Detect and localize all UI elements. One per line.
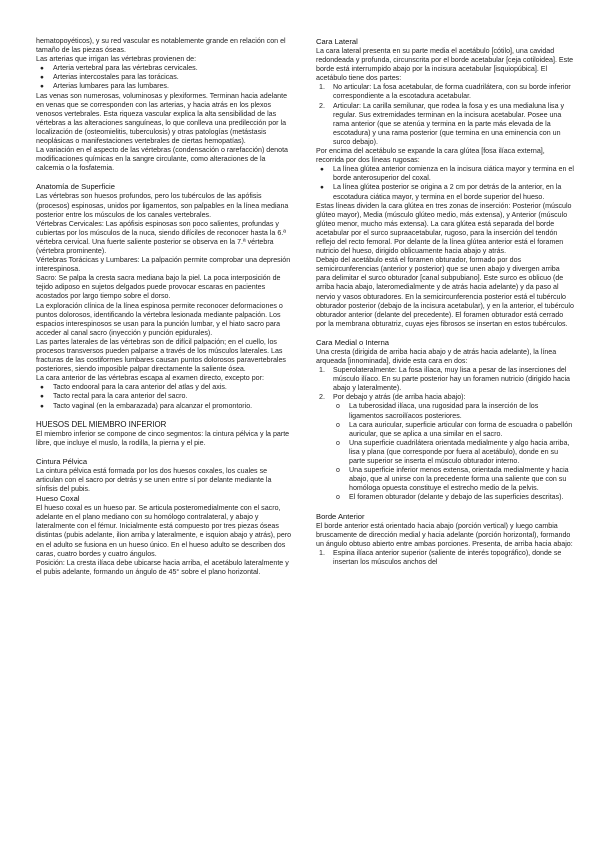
- paragraph: La variación en el aspecto de las vértebras (condensación o rarefacción) denota modificaciones químicas en la sangre circulante, como alteraciones de la calcemia o la fosfatemia.: [36, 146, 288, 173]
- list-item: ● Tacto vaginal (en la embarazada) para alcanzar el promontorio.: [36, 402, 294, 411]
- section-heading: Borde Anterior: [316, 511, 365, 521]
- section-heading: Cara Medial o Interna: [316, 337, 390, 347]
- section-heading: Anatomía de Superficie: [36, 182, 115, 192]
- paragraph: Las arterias que irrigan las vértebras provienen de:: [36, 55, 197, 64]
- paragraph: Por encima del acetábulo se expande la cara glútea [fosa ilíaca externa], recorrida por dos líneas rugosas:: [316, 147, 545, 165]
- section-heading: Cara Lateral: [316, 37, 358, 46]
- paragraph: Sacro: Se palpa la cresta sacra mediana bajo la piel. La poca interposición de tejido adiposo en sujetos delgados puede provocar escaras en pacientes acostados por largo tiempo sobre el dorso.: [36, 274, 281, 301]
- list-number: 2.: [319, 101, 325, 110]
- list-item-text: Por debajo y atrás (de arriba hacia abajo):: [333, 393, 466, 402]
- list-item: ● Arteria vertebral para las vértebras cervicales.: [36, 64, 294, 73]
- touch-list: [36, 383, 294, 410]
- list-item: ● Tacto endooral para la cara anterior del atlas y del axis.: [36, 383, 294, 392]
- list-item: [316, 366, 574, 393]
- list-number: 2.: [319, 393, 325, 402]
- section-heading: Cintura Pélvica: [36, 456, 88, 466]
- list-item-text: No articular: La fosa acetabular, de forma cuadrilátera, con su borde inferior correspondiente a la escotadura acetabular.: [333, 83, 571, 101]
- anterior-parts-list: [316, 549, 574, 567]
- paragraph: Posición: La cresta ilíaca debe ubicarse hacia arriba, el acetábulo lateralmente y el pubis adelante, formando un ángulo de 45° sobre el plano horizontal.: [36, 558, 289, 576]
- left-column: [36, 37, 294, 577]
- list-item: o El foramen obturador (delante y debajo de las superficies descritas).: [316, 493, 574, 502]
- list-item: o La cara auricular, superficie articular con forma de escuadra o pabellón auricular, que se aplica a una similar en el sacro.: [316, 421, 574, 439]
- paragraph: La exploración clínica de la línea espinosa permite reconocer deformaciones o puntos dolorosos, identificando la vértebra lesionada mediante palpación. Los espacios interespinosos se usan para la punción lumbar, y el hiato sacro para acceder al canal sacro (inyección y punción epidurales).: [36, 301, 283, 337]
- medial-sub-list: [316, 402, 574, 502]
- list-item: ● Arterias lumbares para las lumbares.: [36, 82, 294, 91]
- paragraph: El miembro inferior se compone de cinco segmentos: la cintura pélvica y la parte libre, que incluye el muslo, la rodilla, la pierna y el pie.: [36, 429, 290, 447]
- paragraph: El hueso coxal es un hueso par. Se articula posteromedialmente con el sacro, adelante en el plano mediano con su homólogo contralateral, y abajo y lateralmente con el fémur. Inicialmente está compuesto por tres piezas óseas distintas (pubis adelante, ilion arriba y lateralmente, e isquion abajo y atrás), pero en el adulto se fusiona en un hueso único. En el hueso adulto se describen dos caras, cuatro bordes y cuatro ángulos.: [36, 504, 292, 558]
- section-heading: HUESOS DEL MIEMBRO INFERIOR: [36, 419, 167, 429]
- list-item: o Una superficie inferior menos extensa, orientada medialmente y hacia abajo, que al unirse con la precedente forma una saliente que con su homóloga opuesta constituye el estrecho medio de la pelvis.: [316, 466, 574, 493]
- list-item: ● Tacto rectal para la cara anterior del sacro.: [36, 392, 294, 401]
- paragraph: Vértebras Cervicales: Las apófisis espinosas son poco salientes, profundas y cubiertas por los músculos de la nuca, siendo difíciles de reconocer hasta la 6.ª vértebra cervical. Una fuerte saliente posterior se observa en la 7.ª vértebra (vértebra prominente).: [36, 219, 286, 255]
- paragraph: Una cresta (dirigida de arriba hacia abajo y de atrás hacia adelante), la línea arqueada [innominada], divide esta cara en dos:: [316, 347, 557, 365]
- list-item: [316, 549, 574, 567]
- list-item: ● La línea glútea anterior comienza en la incisura ciática mayor y termina en el borde anterosuperior del coxal.: [316, 165, 574, 183]
- paragraph: Las venas son numerosas, voluminosas y plexiformes. Terminan hacia adelante en venas que se corresponden con las arterias, y hacia atrás en los plexos venosos vertebrales. Esta riqueza vascular explica la alta sensibilidad de las vértebras a las alteraciones sanguíneas, lo que conlleva una predilección por la localización de (osteomielitis, tuberculosis) y otras patologías (metástasis neoplásicas o manifestaciones vertebrales de ciertas hemopatías).: [36, 91, 288, 146]
- list-number: 1.: [319, 83, 325, 92]
- paragraph: Vértebras Torácicas y Lumbares: La palpación permite comprobar una depresión interespinosa.: [36, 256, 291, 274]
- paragraph: Debajo del acetábulo está el foramen obturador, formado por dos semicircunferencias (anterior y posterior) que se unen abajo y divergen arriba para delimitar el surco obturador [canal subpubiano]. Este surco es oblicuo (de arriba hacia abajo, lateromedialmente y de atrás hacia adelante) y da paso al nervio y vasos obturadores. En la semicircunferencia posterior está el tubérculo obturador posterior (debajo de la incisura acetabular), y en la anterior, el tubérculo obturador anterior (delante del precedente). El foramen obturador está cerrado por la membrana obturatriz, cuyas ejes fibrosos se insertan en estos tubérculos.: [316, 256, 574, 328]
- list-item: ● La línea glútea posterior se origina a 2 cm por detrás de la anterior, en la escotadura ciática mayor, y termina en el borde superior del hueso.: [316, 183, 574, 201]
- list-item-text: Espina ilíaca anterior superior (saliente de interés topográfico), donde se insertan los músculos anchos del: [333, 548, 562, 566]
- medial-parts-list: [316, 366, 574, 402]
- right-column: [316, 37, 574, 567]
- list-item: ● Arterias intercostales para las torácicas.: [36, 73, 294, 82]
- paragraph: Las partes laterales de las vértebras son de difícil palpación; en el cuello, los procesos transversos pueden palparse a través de los músculos laterales. Las fracturas de las costiformes lumbares causan puntos dolorosos paravertebrales posteriores, siendo imposible palpar directamente la saliente ósea.: [36, 337, 286, 374]
- paragraph: hematopoyéticos), y su red vascular es notablemente grande en relación con el tamaño de las piezas óseas.: [36, 37, 286, 55]
- list-item-text: Superolateralmente: La fosa ilíaca, muy lisa a pesar de las inserciones del músculo ilíaco. En su parte posterior hay un foramen nutricio (dirigido hacia abajo y lateralmente).: [333, 366, 570, 393]
- paragraph: Estas líneas dividen la cara glútea en tres zonas de inserción: Posterior (músculo glúteo mayor), Media (músculo glúteo medio, más extensa), y Anterior (músculo glúteo menor, mucho más extensa). La cara glútea está separada del borde acetabular por el surco supraacetabular, rugoso, para la inserción del tendón reflejo del recto femoral. Por delante de la línea glútea anterior está el foramen nutricio del hueso, dirigido oblicuamente hacia abajo y atrás.: [316, 201, 572, 256]
- list-item: o Una superficie cuadrilátera orientada medialmente y algo hacia arriba, lisa y plana (que corresponde por fuera al acetábulo), donde en su parte superior se inserta el músculo obturador interno.: [316, 439, 574, 466]
- list-item: [316, 102, 574, 147]
- section-heading: Hueso Coxal: [36, 494, 80, 504]
- paragraph: Las vértebras son huesos profundos, pero los tubérculos de las apófisis (procesos) espinosas, unidos por ligamentos, son palpables en la línea mediana posterior entre los músculos de los canales vertebrales.: [36, 192, 289, 219]
- list-number: 1.: [319, 548, 325, 557]
- paragraph: El borde anterior está orientado hacia abajo (porción vertical) y luego cambia bruscamente de dirección medial y hacia adelante (porción horizontal), formando un ángulo obtuso abierto entre ambas porciones. Presenta, de arriba hacia abajo:: [316, 521, 573, 548]
- list-item: o La tuberosidad ilíaca, una rugosidad para la inserción de los ligamentos sacroilíacos posteriores.: [316, 402, 574, 420]
- list-item-text: Articular: La carilla semilunar, que rodea la fosa y es una medialuna lisa y regular. Sus extremidades terminan en la incisura acetabular. Posee una rama anterior (que se atenúa y termina en la parte más elevada de la escotadura) y una rama posterior (que termina en una eminencia con un surco debajo).: [333, 101, 565, 146]
- list-item: [316, 83, 574, 101]
- gluteal-lines-list: [316, 165, 574, 201]
- paragraph: La cara anterior de las vértebras escapa al examen directo, excepto por:: [36, 374, 264, 383]
- arteries-list: [36, 64, 294, 91]
- acetabulum-parts-list: [316, 83, 574, 147]
- list-number: 1.: [319, 366, 325, 375]
- paragraph: La cintura pélvica está formada por los dos huesos coxales, los cuales se articulan con el sacro por detrás y se unen entre sí por delante mediante la sínfisis del pubis.: [36, 466, 272, 494]
- paragraph: La cara lateral presenta en su parte media el acetábulo [cótilo], una cavidad redondeada y profunda, circunscrita por el borde acetabular [ceja cotiloidea]. Este borde está interrumpido abajo por la incisura acetabular [isquiopúbica]. El acetábulo tiene dos partes:: [316, 47, 574, 83]
- list-item: [316, 393, 574, 402]
